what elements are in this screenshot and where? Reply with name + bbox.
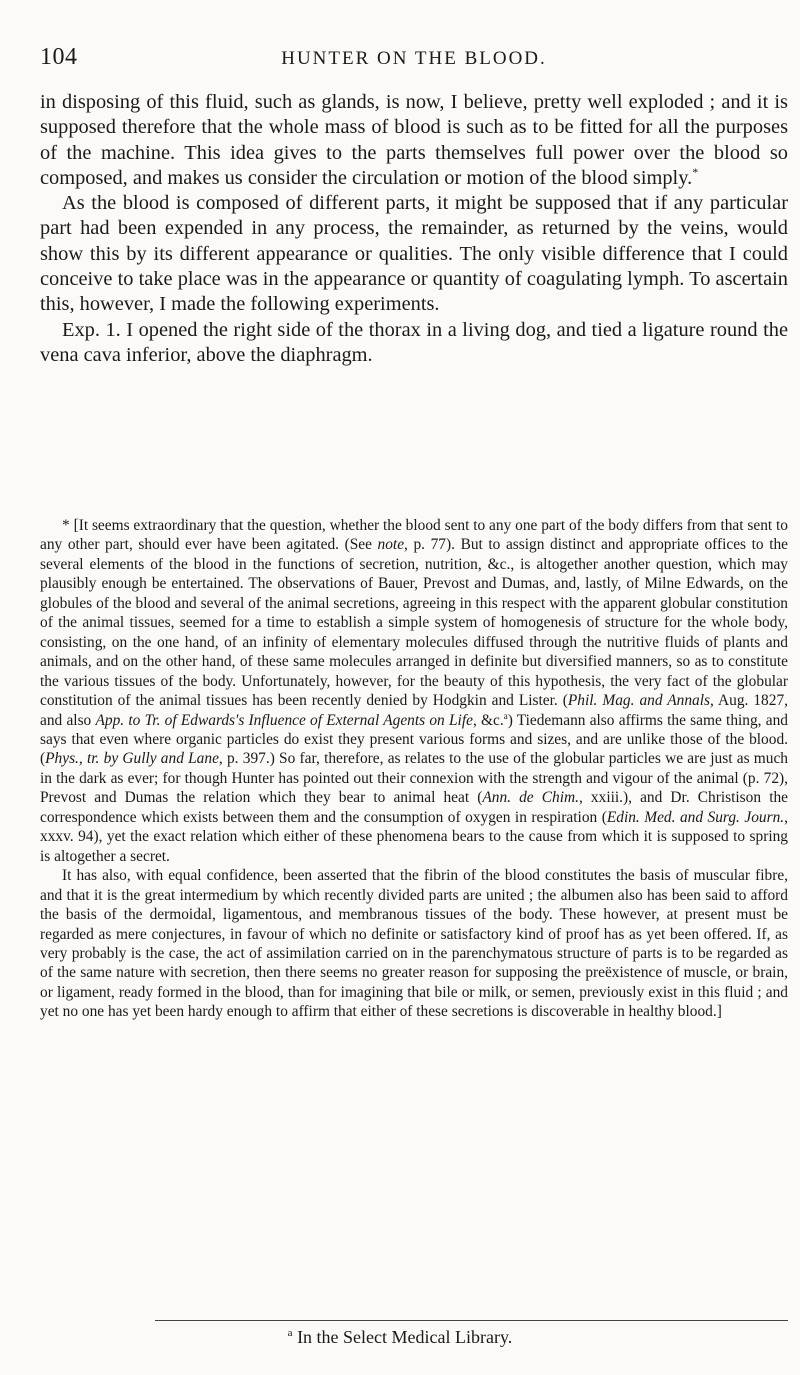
footnote-marker: * — [62, 517, 70, 534]
subnote-marker: a — [287, 1327, 293, 1339]
subnote-reference: a — [503, 710, 508, 721]
citation: Phys., tr. by Gully and Lane — [45, 750, 219, 768]
footnote — [40, 516, 788, 1022]
citation: App. to Tr. of Edwards's Influence of External Agents on Life — [95, 711, 473, 729]
footnote-divider — [155, 1320, 788, 1321]
footnote-text: , Aug. 1827, and also — [40, 692, 788, 729]
paragraph-1 — [40, 90, 788, 191]
subnote-text: In the Select Medical Library. — [297, 1327, 513, 1347]
footnote-text: ) Tiedemann also affirms the same thing, and says that even where organic particles do exist they present various forms and sizes, and are unlike those of the blood. ( — [40, 711, 788, 768]
citation: Ann. de Chim. — [482, 789, 579, 807]
footnote-paragraph-1 — [40, 516, 788, 866]
page-number: 104 — [40, 44, 78, 70]
footnote-text: [It seems extraordinary that the question, whether the blood sent to any one part of the body differs from that sent to any other part, should ever have been agitated. (See — [40, 517, 788, 554]
footnote-reference: * — [692, 165, 699, 180]
footnote-text: , &c. — [472, 711, 504, 729]
main-text — [40, 90, 788, 368]
footnote-text: , xxiii.), and Dr. Christison the correspondence which exists between them and the consumption of oxygen in respiration ( — [40, 789, 788, 826]
running-head — [40, 44, 788, 74]
footnote-text: , p. 77). But to assign distinct and appropriate offices to the several elements of the blood in the functions of secretion, nutrition, &c., is altogether another question, which may plausibly enough be entertained. The observations of Bauer, Prevost and Dumas, and, lastly, of Milne Edwards, on the globules of the blood and several of the animal secretions, agreeing in this respect with the apparent globular constitution of the animal tissues, seemed for a time to establish a simple system of homogenesis of structure for the whole body, consisting, on the one hand, of an infinity of elementary molecules diffused through the nutritive fluids of plants and animals, and on the other hand, of these same molecules arranged in definite but diversified manners, so as to constitute the various tissues of the body. Unfortunately, however, for the beauty of this hypothesis, the very fact of the globular constitution of the animal tissues has been recently denied by Hodgkin and Lister. ( — [40, 536, 789, 710]
paragraph-2: As the blood is composed of different parts, it might be supposed that if any particular part had been expended in any process, the remainder, as returned by the veins, would show this by its different appearance or qualities. The only visible difference that I could conceive to take place was in the appearance or quantity of coagulating lymph. To ascertain this, however, I made the following experiments. — [40, 192, 788, 316]
citation: Phil. Mag. and Annals — [567, 692, 711, 710]
running-title: HUNTER ON THE BLOOD. — [281, 48, 547, 69]
paragraph-1-text: in disposing of this fluid, such as glands, is now, I believe, pretty well exploded ; and it is supposed therefore that the whole mass of blood is such as to be fitted for all the purposes of the machine. This idea gives to the parts themselves full power over the blood so composed, and makes us consider the circulation or motion of the blood simply. — [40, 91, 788, 189]
subnote — [0, 1326, 800, 1348]
footnote-text: , xxxv. 94), yet the exact relation which either of these phenomena bears to the cause from which it is supposed to spring is altogether a secret. — [40, 808, 788, 865]
paragraph-3: Exp. 1. I opened the right side of the thorax in a living dog, and tied a ligature round the vena cava inferior, above the diaphragm. — [40, 318, 788, 366]
footnote-text: , p. 397.) So far, therefore, as relates to the use of the globular particles we are just as much in the dark as ever; for though Hunter has pointed out their connexion with the strength and vigour of the animal (p. 72), Prevost and Dumas the relation which they bear to animal heat ( — [40, 750, 788, 807]
footnote-note-word: note — [377, 536, 405, 554]
citation: Edin. Med. and Surg. Journ. — [606, 808, 785, 826]
footnote-paragraph-2: It has also, with equal confidence, been asserted that the fibrin of the blood constitutes the basis of muscular fibre, and that it is the great intermedium by which recently divided parts are united ; the albumen also has been said to afford the basis of the dermoidal, ligamentous, and membranous tissues of the body. These however, at present must be regarded as mere conjectures, in favour of which no definite or satisfactory kind of proof has as yet been offered. If, as very probably is the case, the act of assimilation carried on in the parenchymatous structure of parts is to be regarded as of the same nature with secretion, then there seems no greater reason for supposing the preëxistence of muscle, or brain, or ligament, ready formed in the blood, than for imagining that bile or milk, or semen, previously exist in this fluid ; and yet no one has yet been hardy enough to affirm that either of these secretions is discoverable in healthy blood.] — [40, 867, 788, 1021]
